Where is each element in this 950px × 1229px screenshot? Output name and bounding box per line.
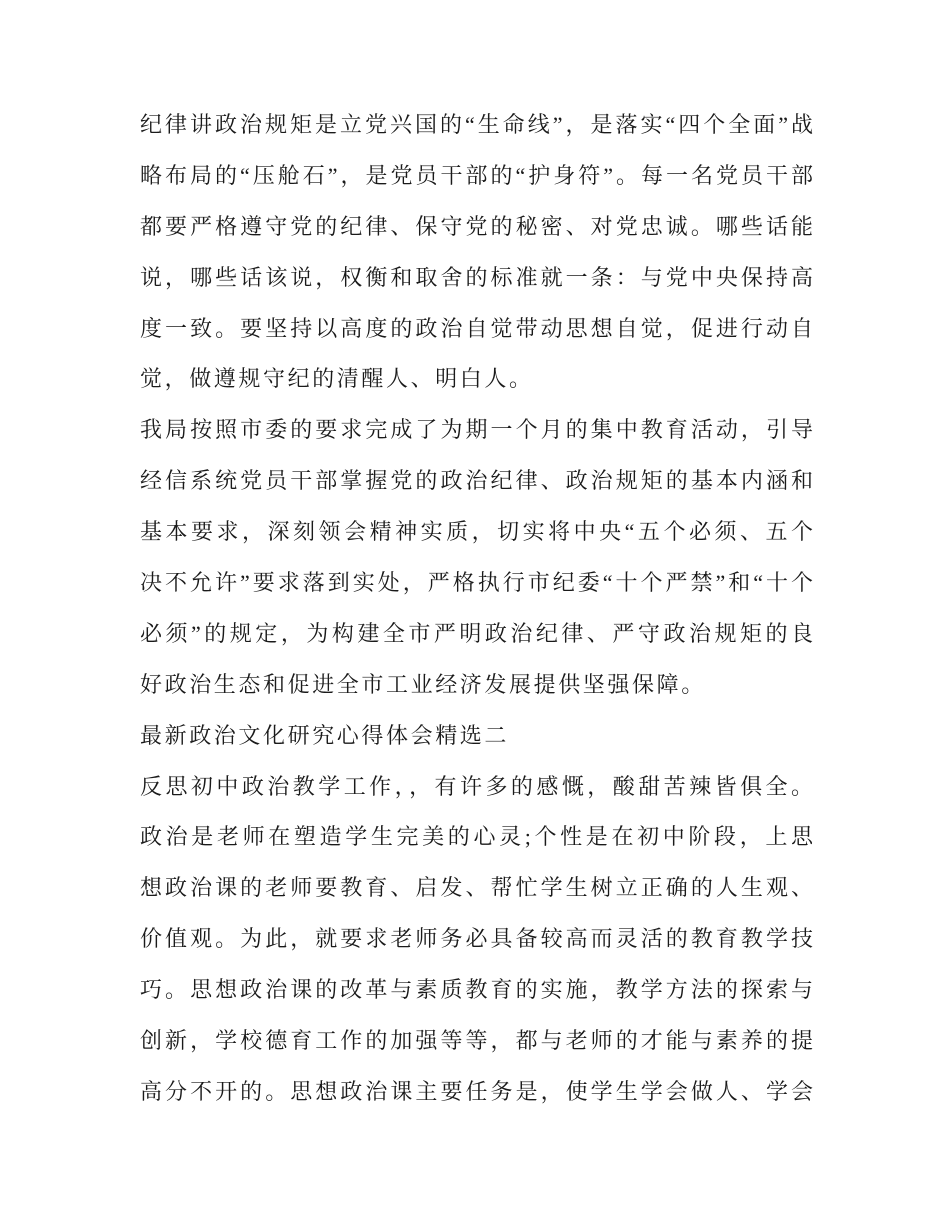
text-line-paragraph-end: 好政治生态和促进全市工业经济发展提供坚强保障。 [140, 671, 706, 697]
text-line: 度一致。要坚持以高度的政治自觉带动思想自觉，促进行动自 [140, 315, 813, 341]
text-line: 巧。思想政治课的改革与素质教育的实施，教学方法的探索与 [140, 977, 813, 1003]
text-line-paragraph-end: 觉，做遵规守纪的清醒人、明白人。 [140, 366, 534, 392]
text-line: 略布局的“压舱石”，是党员干部的“护身符”。每一名党员干部 [140, 162, 813, 188]
text-line: 政治是老师在塑造学生完美的心灵;个性是在初中阶段，上思 [140, 824, 813, 850]
document-text-block [140, 100, 813, 1118]
text-line: 基本要求，深刻领会精神实质，切实将中央“五个必须、五个 [140, 519, 813, 545]
text-line: 经信系统党员干部掌握党的政治纪律、政治规矩的基本内涵和 [140, 468, 813, 494]
text-line: 反思初中政治教学工作，，有许多的感慨，酸甜苦辣皆俱全。 [140, 773, 813, 799]
text-line: 我局按照市委的要求完成了为期一个月的集中教育活动，引导 [140, 417, 813, 443]
text-line: 价值观。为此，就要求老师务必具备较高而灵活的教育教学技 [140, 926, 813, 952]
text-line: 创新，学校德育工作的加强等等，都与老师的才能与素养的提 [140, 1028, 813, 1054]
text-line: 决不允许”要求落到实处，严格执行市纪委“十个严禁”和“十个 [140, 570, 813, 596]
text-line: 都要严格遵守党的纪律、保守党的秘密、对党忠诚。哪些话能 [140, 213, 813, 239]
text-line: 高分不开的。思想政治课主要任务是，使学生学会做人、学会 [140, 1078, 813, 1104]
text-line: 想政治课的老师要教育、启发、帮忙学生树立正确的人生观、 [140, 875, 813, 901]
text-line: 纪律讲政治规矩是立党兴国的“生命线”，是落实“四个全面”战 [140, 112, 813, 137]
section-heading: 最新政治文化研究心得体会精选二 [140, 722, 510, 748]
text-line: 必须”的规定，为构建全市严明政治纪律、严守政治规矩的良 [140, 620, 813, 646]
text-line: 说，哪些话该说，权衡和取舍的标准就一条：与党中央保持高 [140, 264, 813, 290]
